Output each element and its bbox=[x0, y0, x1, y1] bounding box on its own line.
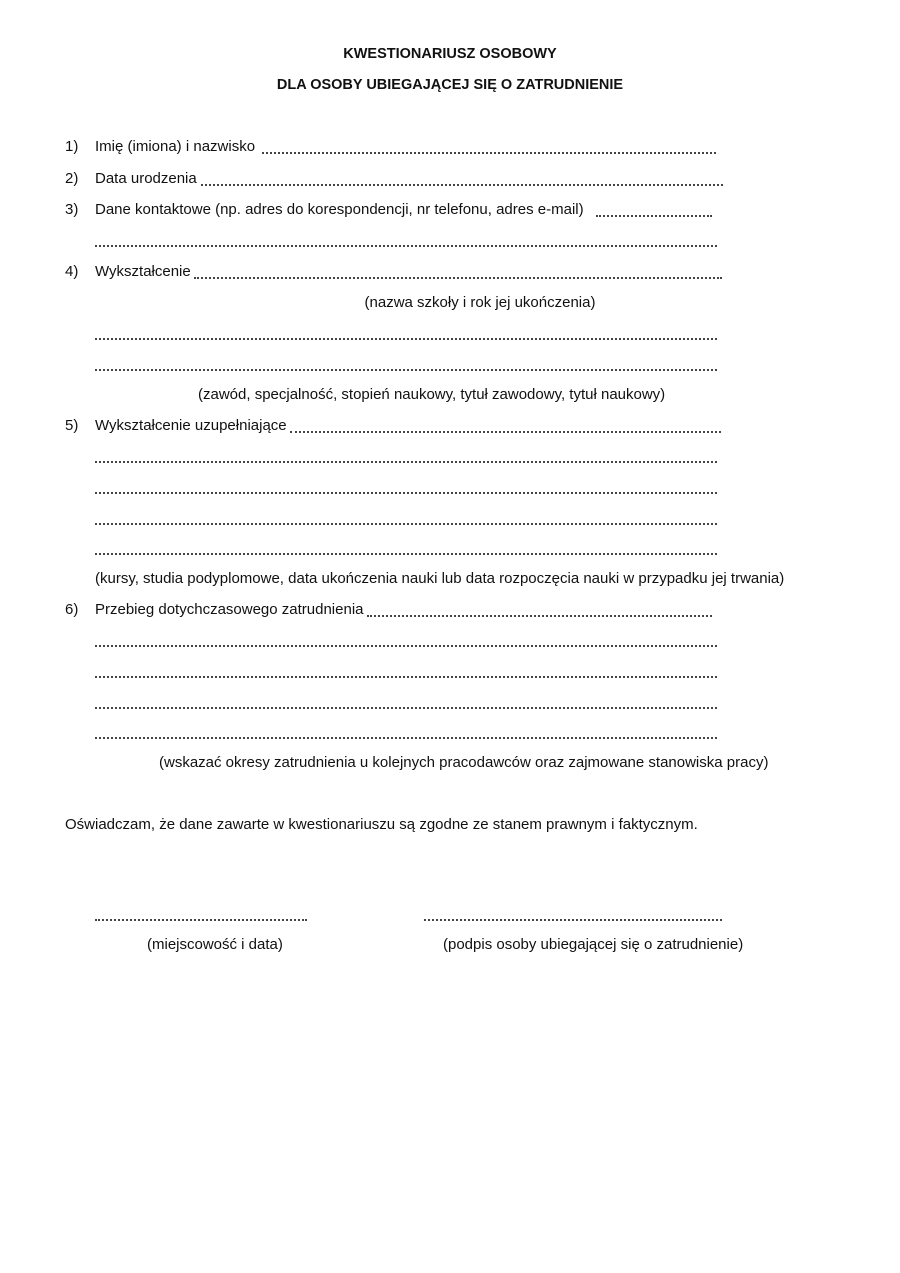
education-field-3[interactable] bbox=[95, 367, 717, 371]
item-6-number: 6) bbox=[65, 601, 79, 618]
employment-hint: (wskazać okresy zatrudnienia u kolejnych pracodawców oraz zajmowane stanowiska pracy) bbox=[159, 754, 769, 771]
education-field-2[interactable] bbox=[95, 336, 717, 340]
education-field[interactable] bbox=[194, 275, 722, 279]
contact-field-1[interactable] bbox=[596, 213, 712, 217]
item-1-number: 1) bbox=[65, 138, 79, 155]
courses-hint: (kursy, studia podyplomowe, data ukończenia nauki lub data rozpoczęcia nauki w przypadku jej trwania) bbox=[95, 570, 785, 587]
place-date-label: (miejscowość i data) bbox=[147, 936, 283, 953]
profession-hint: (zawód, specjalność, stopień naukowy, tytuł zawodowy, tytuł naukowy) bbox=[198, 386, 666, 403]
additional-education-line-2[interactable] bbox=[95, 490, 717, 494]
signature-field[interactable] bbox=[424, 917, 722, 921]
item-1-label: Imię (imiona) i nazwisko bbox=[95, 138, 256, 155]
item-3-number: 3) bbox=[65, 201, 79, 218]
item-4-number: 4) bbox=[65, 263, 79, 280]
additional-education-field[interactable] bbox=[290, 429, 721, 433]
employment-field[interactable] bbox=[367, 613, 712, 617]
employment-line-4[interactable] bbox=[95, 735, 717, 739]
place-date-field[interactable] bbox=[95, 917, 307, 921]
name-field[interactable] bbox=[262, 150, 716, 154]
item-2-number: 2) bbox=[65, 170, 79, 187]
item-6-label: Przebieg dotychczasowego zatrudnienia bbox=[95, 601, 364, 618]
item-4-label: Wykształcenie bbox=[95, 263, 191, 280]
additional-education-line-1[interactable] bbox=[95, 459, 717, 463]
document-title: KWESTIONARIUSZ OSOBOWY bbox=[343, 46, 557, 62]
signature-label: (podpis osoby ubiegającej się o zatrudnienie) bbox=[443, 936, 744, 953]
employment-line-2[interactable] bbox=[95, 674, 717, 678]
school-hint: (nazwa szkoły i rok jej ukończenia) bbox=[364, 294, 596, 311]
declaration-text: Oświadczam, że dane zawarte w kwestionariuszu są zgodne ze stanem prawnym i faktycznym. bbox=[65, 816, 698, 833]
contact-field-2[interactable] bbox=[95, 243, 717, 247]
item-2-label: Data urodzenia bbox=[95, 170, 197, 187]
item-3-label: Dane kontaktowe (np. adres do korespondencji, nr telefonu, adres e-mail) bbox=[95, 201, 584, 218]
employment-line-3[interactable] bbox=[95, 705, 717, 709]
employment-line-1[interactable] bbox=[95, 643, 717, 647]
birth-date-field[interactable] bbox=[201, 182, 723, 186]
item-5-number: 5) bbox=[65, 417, 79, 434]
additional-education-line-3[interactable] bbox=[95, 521, 717, 525]
item-5-label: Wykształcenie uzupełniające bbox=[95, 417, 287, 434]
additional-education-line-4[interactable] bbox=[95, 551, 717, 555]
document-subtitle: DLA OSOBY UBIEGAJĄCEJ SIĘ O ZATRUDNIENIE bbox=[276, 77, 624, 93]
